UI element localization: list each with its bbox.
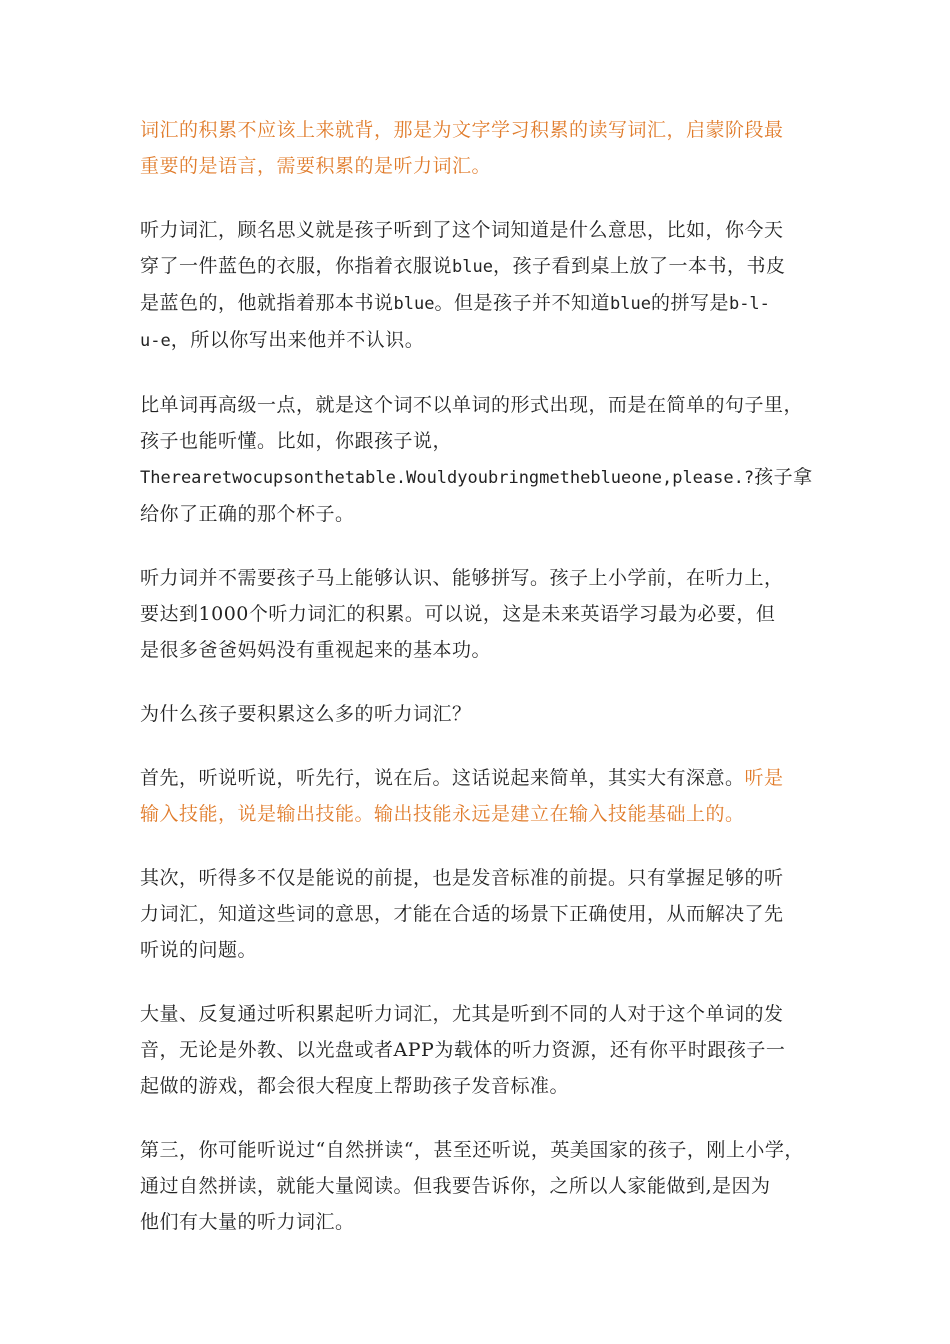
paragraph-third-reason <box>140 1132 830 1240</box>
text-run: ，所以你写出来他并不认识。 <box>170 329 425 351</box>
text-run: 要达到 <box>140 603 199 625</box>
text-run: 音，无论是外教、以光盘或者 <box>140 1039 394 1061</box>
text-line: 其次，听得多不仅是能说的前提，也是发音标准的前提。只有掌握足够的听 <box>140 867 784 889</box>
paragraph-second-reason <box>140 860 830 968</box>
english-word: blue <box>452 257 493 277</box>
text-line: 比单词再高级一点，就是这个词不以单词的形式出现，而是在简单的句子里， <box>140 394 804 416</box>
text-line: 是很多爸爸妈妈没有重视起来的基本功。 <box>140 639 492 661</box>
text-line: 通过自然拼读，就能大量阅读。但我要告诉你，之所以人家能做到,是因为 <box>140 1175 771 1197</box>
english-spelling: b-l- <box>728 294 770 314</box>
text-line <box>140 322 830 359</box>
text-line <box>140 1032 830 1068</box>
paragraph-sentence-example <box>140 387 830 532</box>
number: 1000 <box>198 603 249 625</box>
english-word: blue <box>609 294 651 314</box>
text-line: 给你了正确的那个杯子。 <box>140 503 355 525</box>
paragraph-question-heading <box>140 696 830 732</box>
paragraph-pronunciation <box>140 996 830 1104</box>
paragraph-first-reason <box>140 760 830 832</box>
text-line <box>140 285 830 322</box>
text-line: 听说的问题。 <box>140 939 258 961</box>
text-run: 为载体的听力资源，还有你平时跟孩子一 <box>434 1039 786 1061</box>
text-run: APP <box>393 1039 435 1061</box>
text-run: 孩子拿 <box>754 466 813 488</box>
paragraph-listening-vocab-intro <box>140 112 830 184</box>
text-line: 起做的游戏，都会很大程度上帮助孩子发音标准。 <box>140 1075 570 1097</box>
text-run: 。但是孩子并不知道 <box>434 292 610 314</box>
text-run: ，孩子看到桌上放了一本书，书皮 <box>492 255 786 277</box>
text-run: 是蓝色的，他就指着那本书说 <box>140 292 394 314</box>
text-run: 首先，听说听说，听先行，说在后。这话说起来简单，其实大有深意。 <box>140 767 745 789</box>
text-line <box>140 760 830 796</box>
text-line <box>140 248 830 285</box>
english-spelling: u-e <box>140 331 171 351</box>
paragraph-listening-vocab-definition <box>140 212 830 359</box>
text-run: 个听力词汇的积累。可以说，这是未来英语学习最为必要，但 <box>248 603 776 625</box>
text-line: 力词汇，知道这些词的意思，才能在合适的场景下正确使用，从而解决了先 <box>140 903 784 925</box>
text-line: 听力词并不需要孩子马上能够认识、能够拼写。孩子上小学前，在听力上， <box>140 567 784 589</box>
english-word: blue <box>393 294 435 314</box>
highlight-text: 听是 <box>744 767 784 789</box>
text-line <box>140 459 830 496</box>
text-line: 第三，你可能听说过“自然拼读“，甚至还听说，英美国家的孩子，刚上小学， <box>140 1139 804 1161</box>
text-line: 词汇的积累不应该上来就背，那是为文字学习积累的读写词汇，启蒙阶段最 <box>140 119 784 141</box>
highlight-text: 输入技能，说是输出技能。输出技能永远是建立在输入技能基础上的。 <box>140 803 745 825</box>
text-line: 孩子也能听懂。比如，你跟孩子说， <box>140 430 453 452</box>
document-body <box>140 112 830 1268</box>
text-run: 穿了一件蓝色的衣服，你指着衣服说 <box>140 255 453 277</box>
english-sentence: Therearetwocupsonthetable.Wouldyoubringmetheblueone,please.? <box>140 468 755 488</box>
paragraph-vocab-goal <box>140 560 830 668</box>
text-line <box>140 596 830 632</box>
text-line: 大量、反复通过听积累起听力词汇，尤其是听到不同的人对于这个单词的发 <box>140 1003 784 1025</box>
text-line: 为什么孩子要积累这么多的听力词汇？ <box>140 703 472 725</box>
text-line: 听力词汇，顾名思义就是孩子听到了这个词知道是什么意思，比如，你今天 <box>140 219 784 241</box>
text-line: 重要的是语言，需要积累的是听力词汇。 <box>140 155 492 177</box>
text-run: 的拼写是 <box>650 292 729 314</box>
text-line: 他们有大量的听力词汇。 <box>140 1211 355 1233</box>
